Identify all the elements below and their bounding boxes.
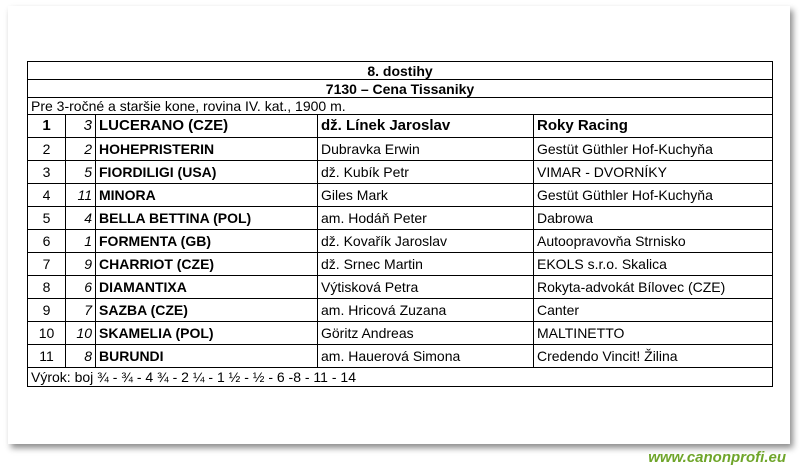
horse-name: SAZBA (CZE) (96, 299, 318, 322)
finish-position: 2 (28, 138, 66, 161)
finish-position: 6 (28, 230, 66, 253)
race-title: 8. dostihy (28, 62, 773, 80)
jockey-name: dž. Kubík Petr (318, 161, 534, 184)
jockey-name: Výtisková Petra (318, 276, 534, 299)
horse-name: CHARRIOT (CZE) (96, 253, 318, 276)
finish-position: 9 (28, 299, 66, 322)
race-name-row (28, 80, 773, 98)
table-row (28, 184, 773, 207)
jockey-name: Dubravka Erwin (318, 138, 534, 161)
jockey-name: am. Hodáň Peter (318, 207, 534, 230)
start-number: 3 (66, 115, 96, 138)
owner-name: Dabrowa (534, 207, 773, 230)
table-row (28, 322, 773, 345)
horse-name: LUCERANO (CZE) (96, 115, 318, 138)
result-rows (28, 115, 773, 368)
race-title-row (28, 62, 773, 80)
owner-name: VIMAR - DVORNÍKY (534, 161, 773, 184)
start-number: 8 (66, 345, 96, 368)
horse-name: BURUNDI (96, 345, 318, 368)
owner-name: Gestüt Güthler Hof-Kuchyňa (534, 184, 773, 207)
table-row (28, 207, 773, 230)
owner-name: Gestüt Güthler Hof-Kuchyňa (534, 138, 773, 161)
start-number: 7 (66, 299, 96, 322)
finish-position: 3 (28, 161, 66, 184)
start-number: 10 (66, 322, 96, 345)
finish-position: 4 (28, 184, 66, 207)
table-row (28, 299, 773, 322)
finish-position: 11 (28, 345, 66, 368)
start-number: 1 (66, 230, 96, 253)
horse-name: HOHEPRISTERIN (96, 138, 318, 161)
start-number: 9 (66, 253, 96, 276)
table-row (28, 161, 773, 184)
table-row (28, 230, 773, 253)
jockey-name: am. Hauerová Simona (318, 345, 534, 368)
horse-name: FORMENTA (GB) (96, 230, 318, 253)
owner-name: Rokyta-advokát Bílovec (CZE) (534, 276, 773, 299)
finish-position: 1 (28, 115, 66, 138)
jockey-name: am. Hricová Zuzana (318, 299, 534, 322)
start-number: 2 (66, 138, 96, 161)
jockey-name: dž. Línek Jaroslav (318, 115, 534, 138)
race-name: 7130 – Cena Tissaniky (28, 80, 773, 98)
start-number: 5 (66, 161, 96, 184)
owner-name: EKOLS s.r.o. Skalica (534, 253, 773, 276)
table-row (28, 345, 773, 368)
jockey-name: Giles Mark (318, 184, 534, 207)
horse-name: FIORDILIGI (USA) (96, 161, 318, 184)
owner-name: Canter (534, 299, 773, 322)
owner-name: Autoopravovňa Strnisko (534, 230, 773, 253)
result-margins: Výrok: boj ¾ - ¾ - 4 ¾ - 2 ¼ - 1 ½ - ½ - 6 -8 - 11 - 14 (28, 368, 773, 387)
race-results-table (27, 61, 773, 387)
horse-name: MINORA (96, 184, 318, 207)
table-row (28, 253, 773, 276)
result-margins-row (28, 368, 773, 387)
table-row (28, 276, 773, 299)
start-number: 11 (66, 184, 96, 207)
owner-name: MALTINETTO (534, 322, 773, 345)
horse-name: DIAMANTIXA (96, 276, 318, 299)
start-number: 4 (66, 207, 96, 230)
finish-position: 7 (28, 253, 66, 276)
start-number: 6 (66, 276, 96, 299)
jockey-name: dž. Srnec Martin (318, 253, 534, 276)
table-row (28, 138, 773, 161)
finish-position: 10 (28, 322, 66, 345)
jockey-name: dž. Kovařík Jaroslav (318, 230, 534, 253)
table-row (28, 115, 773, 138)
owner-name: Roky Racing (534, 115, 773, 138)
horse-name: SKAMELIA (POL) (96, 322, 318, 345)
watermark: www.canonprofi.eu (648, 449, 786, 466)
finish-position: 8 (28, 276, 66, 299)
owner-name: Credendo Vincit! Žilina (534, 345, 773, 368)
horse-name: BELLA BETTINA (POL) (96, 207, 318, 230)
finish-position: 5 (28, 207, 66, 230)
race-conditions-row (28, 98, 773, 115)
jockey-name: Göritz Andreas (318, 322, 534, 345)
race-conditions: Pre 3-ročné a staršie kone, rovina IV. kat., 1900 m. (28, 98, 773, 115)
